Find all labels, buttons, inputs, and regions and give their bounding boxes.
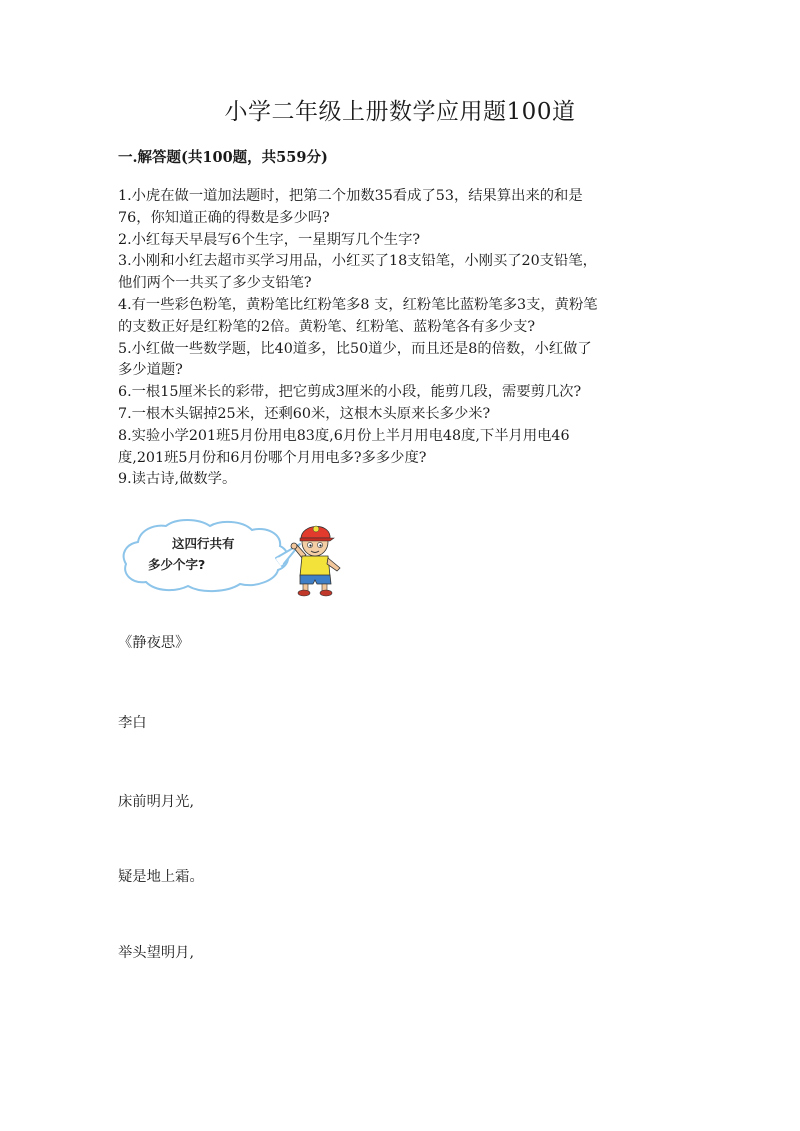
question-line: 6.一根15厘米长的彩带，把它剪成3厘米的小段，能剪几段，需要剪几次? — [118, 384, 582, 401]
poem-title: 《静夜思》 — [118, 635, 190, 651]
question-line: 8.实验小学201班5月份用电83度,6月份上半月用电48度,下半月用电46 — [118, 427, 570, 444]
cartoon-boy-icon — [291, 526, 340, 596]
cartoon-boy-illustration — [116, 514, 356, 598]
page-title: 小学二年级上册数学应用题100道 — [224, 99, 576, 125]
question-line: 2.小红每天早晨写6个生字，一星期写几个生字? — [118, 231, 421, 248]
question-line: 76，你知道正确的得数是多少吗? — [118, 209, 330, 226]
question-line: 多少道题? — [118, 362, 183, 379]
question-line: 他们两个一共买了多少支铅笔? — [118, 275, 312, 292]
speech-bubble-icon — [124, 520, 300, 591]
question-line: 4.有一些彩色粉笔，黄粉笔比红粉笔多8 支，红粉笔比蓝粉笔多3支，黄粉笔 — [118, 296, 598, 313]
section-heading: 一.解答题(共100题，共559分) — [118, 149, 328, 166]
question-list — [118, 186, 678, 491]
question-line: 度,201班5月份和6月份哪个月用电多?多多少度? — [118, 449, 427, 466]
bubble-text-line2: 多少个字? — [148, 557, 206, 572]
question-line: 5.小红做一些数学题，比40道多，比50道少，而且还是8的倍数，小红做了 — [118, 340, 592, 357]
poem-line-1: 床前明月光, — [118, 794, 195, 810]
question-line: 7.一根木头锯掉25米，还剩60米，这根木头原来长多少米? — [118, 405, 491, 422]
question-line: 3.小刚和小红去超市买学习用品，小红买了18支铅笔，小刚买了20支铅笔， — [118, 253, 597, 270]
poem-line-2: 疑是地上霜。 — [118, 869, 204, 885]
poem-line-3: 举头望明月, — [118, 945, 195, 961]
question-line: 的支数正好是红粉笔的2倍。黄粉笔、红粉笔、蓝粉笔各有多少支? — [118, 318, 536, 335]
question-line: 1.小虎在做一道加法题时，把第二个加数35看成了53，结果算出来的和是 — [118, 188, 583, 204]
question-line: 9.读古诗,做数学。 — [118, 471, 237, 488]
bubble-text-line1: 这四行共有 — [172, 536, 235, 551]
poem-author: 李白 — [118, 715, 147, 731]
